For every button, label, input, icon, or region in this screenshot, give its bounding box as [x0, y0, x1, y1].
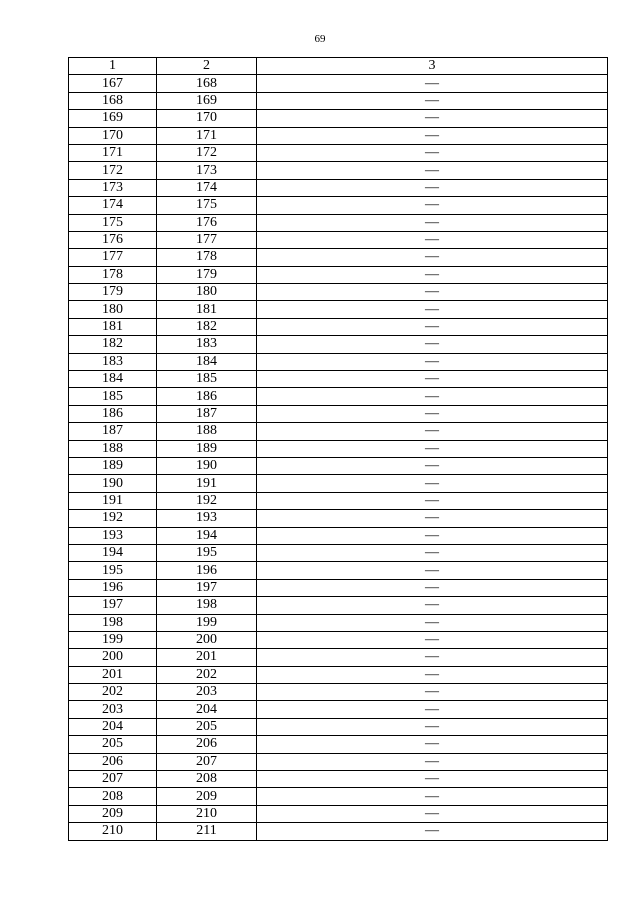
table-cell-col-2: 206 [157, 736, 257, 753]
table-cell-col-1: 180 [69, 301, 157, 318]
table-row [69, 440, 608, 457]
table-cell-col-2: 202 [157, 666, 257, 683]
table-cell-col-3: — [257, 249, 608, 266]
table-cell-col-3: — [257, 684, 608, 701]
table-row [69, 423, 608, 440]
table-row [69, 336, 608, 353]
table-cell-col-3: — [257, 805, 608, 822]
column-header-3: 3 [257, 58, 608, 75]
table-cell-col-2: 181 [157, 301, 257, 318]
table-cell-col-3: — [257, 823, 608, 840]
table-cell-col-3: — [257, 457, 608, 474]
table-cell-col-2: 180 [157, 284, 257, 301]
table-cell-col-1: 187 [69, 423, 157, 440]
table-cell-col-3: — [257, 614, 608, 631]
table-cell-col-1: 203 [69, 701, 157, 718]
table-row [69, 649, 608, 666]
table-cell-col-2: 188 [157, 423, 257, 440]
table-row [69, 144, 608, 161]
table-cell-col-1: 195 [69, 562, 157, 579]
column-header-2: 2 [157, 58, 257, 75]
header-row [69, 58, 608, 75]
table-cell-col-2: 208 [157, 771, 257, 788]
table-cell-col-3: — [257, 631, 608, 648]
table-cell-col-1: 185 [69, 388, 157, 405]
table-row [69, 127, 608, 144]
table-cell-col-3: — [257, 788, 608, 805]
table-row [69, 353, 608, 370]
table-cell-col-3: — [257, 301, 608, 318]
table-cell-col-2: 192 [157, 492, 257, 509]
table-cell-col-1: 207 [69, 771, 157, 788]
table-cell-col-3: — [257, 144, 608, 161]
table-row [69, 684, 608, 701]
table-cell-col-1: 210 [69, 823, 157, 840]
table-cell-col-2: 169 [157, 92, 257, 109]
table-cell-col-1: 206 [69, 753, 157, 770]
table-cell-col-3: — [257, 510, 608, 527]
table-row [69, 405, 608, 422]
table-row [69, 249, 608, 266]
table-row [69, 284, 608, 301]
table-cell-col-2: 186 [157, 388, 257, 405]
table-cell-col-1: 205 [69, 736, 157, 753]
table-cell-col-2: 173 [157, 162, 257, 179]
table-row [69, 492, 608, 509]
table-cell-col-3: — [257, 214, 608, 231]
column-header-1: 1 [69, 58, 157, 75]
table-cell-col-3: — [257, 562, 608, 579]
table-cell-col-3: — [257, 162, 608, 179]
table-cell-col-3: — [257, 284, 608, 301]
table-row [69, 753, 608, 770]
table-row [69, 562, 608, 579]
table-cell-col-2: 189 [157, 440, 257, 457]
table-cell-col-1: 184 [69, 371, 157, 388]
table-cell-col-1: 171 [69, 144, 157, 161]
table-cell-col-3: — [257, 318, 608, 335]
table-cell-col-1: 181 [69, 318, 157, 335]
table-row [69, 510, 608, 527]
table-cell-col-3: — [257, 527, 608, 544]
table-cell-col-2: 195 [157, 544, 257, 561]
table-cell-col-3: — [257, 597, 608, 614]
table-cell-col-3: — [257, 423, 608, 440]
table-row [69, 614, 608, 631]
table-cell-col-2: 168 [157, 75, 257, 92]
table-row [69, 457, 608, 474]
table-cell-col-2: 176 [157, 214, 257, 231]
table-cell-col-3: — [257, 475, 608, 492]
table-cell-col-1: 196 [69, 579, 157, 596]
table-cell-col-2: 196 [157, 562, 257, 579]
table-cell-col-3: — [257, 388, 608, 405]
table-cell-col-3: — [257, 666, 608, 683]
table-row [69, 231, 608, 248]
table-cell-col-3: — [257, 336, 608, 353]
table-cell-col-2: 185 [157, 371, 257, 388]
table-cell-col-2: 197 [157, 579, 257, 596]
table-cell-col-3: — [257, 440, 608, 457]
table-row [69, 388, 608, 405]
table-cell-col-1: 186 [69, 405, 157, 422]
table-cell-col-3: — [257, 405, 608, 422]
table-cell-col-2: 190 [157, 457, 257, 474]
table-cell-col-2: 171 [157, 127, 257, 144]
table-cell-col-3: — [257, 753, 608, 770]
table-cell-col-1: 204 [69, 718, 157, 735]
table-cell-col-3: — [257, 127, 608, 144]
table-cell-col-2: 191 [157, 475, 257, 492]
table-cell-col-3: — [257, 701, 608, 718]
table-row [69, 736, 608, 753]
table-cell-col-3: — [257, 197, 608, 214]
table-row [69, 214, 608, 231]
table-row [69, 92, 608, 109]
data-table [68, 57, 608, 841]
table-cell-col-1: 197 [69, 597, 157, 614]
table-cell-col-2: 198 [157, 597, 257, 614]
table-cell-col-1: 199 [69, 631, 157, 648]
table-cell-col-2: 200 [157, 631, 257, 648]
table-row [69, 666, 608, 683]
table-cell-col-2: 177 [157, 231, 257, 248]
table-cell-col-2: 193 [157, 510, 257, 527]
table-row [69, 805, 608, 822]
table-cell-col-1: 202 [69, 684, 157, 701]
table-cell-col-1: 178 [69, 266, 157, 283]
table-cell-col-1: 172 [69, 162, 157, 179]
table-cell-col-1: 189 [69, 457, 157, 474]
table-cell-col-2: 211 [157, 823, 257, 840]
table-cell-col-2: 199 [157, 614, 257, 631]
table-row [69, 579, 608, 596]
table-cell-col-1: 194 [69, 544, 157, 561]
table-cell-col-1: 182 [69, 336, 157, 353]
table-cell-col-3: — [257, 110, 608, 127]
table-cell-col-3: — [257, 231, 608, 248]
table-cell-col-3: — [257, 736, 608, 753]
table-cell-col-1: 208 [69, 788, 157, 805]
table-cell-col-1: 190 [69, 475, 157, 492]
table-cell-col-2: 203 [157, 684, 257, 701]
table-row [69, 197, 608, 214]
table-row [69, 788, 608, 805]
table-cell-col-3: — [257, 771, 608, 788]
table-cell-col-2: 201 [157, 649, 257, 666]
table-row [69, 318, 608, 335]
table-row [69, 527, 608, 544]
table-row [69, 544, 608, 561]
table-cell-col-3: — [257, 371, 608, 388]
table-cell-col-1: 193 [69, 527, 157, 544]
table-row [69, 110, 608, 127]
table-row [69, 597, 608, 614]
table-cell-col-2: 205 [157, 718, 257, 735]
table-cell-col-2: 182 [157, 318, 257, 335]
table-row [69, 475, 608, 492]
table-cell-col-1: 179 [69, 284, 157, 301]
table-cell-col-3: — [257, 266, 608, 283]
table-cell-col-2: 170 [157, 110, 257, 127]
table-row [69, 266, 608, 283]
table-row [69, 771, 608, 788]
table-cell-col-1: 176 [69, 231, 157, 248]
table-cell-col-3: — [257, 649, 608, 666]
table-cell-col-2: 175 [157, 197, 257, 214]
table-cell-col-1: 169 [69, 110, 157, 127]
table-row [69, 701, 608, 718]
page-number: 69 [314, 33, 326, 45]
table-row [69, 631, 608, 648]
table-cell-col-3: — [257, 179, 608, 196]
table-cell-col-1: 170 [69, 127, 157, 144]
table-cell-col-2: 207 [157, 753, 257, 770]
table-cell-col-1: 192 [69, 510, 157, 527]
table-cell-col-1: 191 [69, 492, 157, 509]
table-row [69, 301, 608, 318]
table-cell-col-1: 174 [69, 197, 157, 214]
table-cell-col-3: — [257, 492, 608, 509]
table-cell-col-3: — [257, 353, 608, 370]
table-row [69, 823, 608, 840]
table-row [69, 371, 608, 388]
table-cell-col-1: 198 [69, 614, 157, 631]
table-cell-col-2: 178 [157, 249, 257, 266]
table-cell-col-2: 209 [157, 788, 257, 805]
table-cell-col-1: 209 [69, 805, 157, 822]
table-cell-col-3: — [257, 75, 608, 92]
table-cell-col-2: 172 [157, 144, 257, 161]
table-cell-col-1: 175 [69, 214, 157, 231]
table-cell-col-2: 210 [157, 805, 257, 822]
table-cell-col-3: — [257, 579, 608, 596]
table-cell-col-1: 168 [69, 92, 157, 109]
table-cell-col-2: 187 [157, 405, 257, 422]
table-cell-col-2: 183 [157, 336, 257, 353]
table-row [69, 718, 608, 735]
table-body [69, 75, 608, 840]
table-cell-col-1: 200 [69, 649, 157, 666]
table-cell-col-2: 204 [157, 701, 257, 718]
table-cell-col-3: — [257, 718, 608, 735]
table-cell-col-3: — [257, 92, 608, 109]
table-cell-col-3: — [257, 544, 608, 561]
table-row [69, 75, 608, 92]
table-cell-col-2: 184 [157, 353, 257, 370]
table-cell-col-1: 201 [69, 666, 157, 683]
table-cell-col-1: 188 [69, 440, 157, 457]
table-row [69, 179, 608, 196]
table-cell-col-2: 194 [157, 527, 257, 544]
table-cell-col-1: 173 [69, 179, 157, 196]
table-cell-col-2: 174 [157, 179, 257, 196]
table-cell-col-2: 179 [157, 266, 257, 283]
table-cell-col-1: 177 [69, 249, 157, 266]
table-cell-col-1: 167 [69, 75, 157, 92]
table-cell-col-1: 183 [69, 353, 157, 370]
table-row [69, 162, 608, 179]
